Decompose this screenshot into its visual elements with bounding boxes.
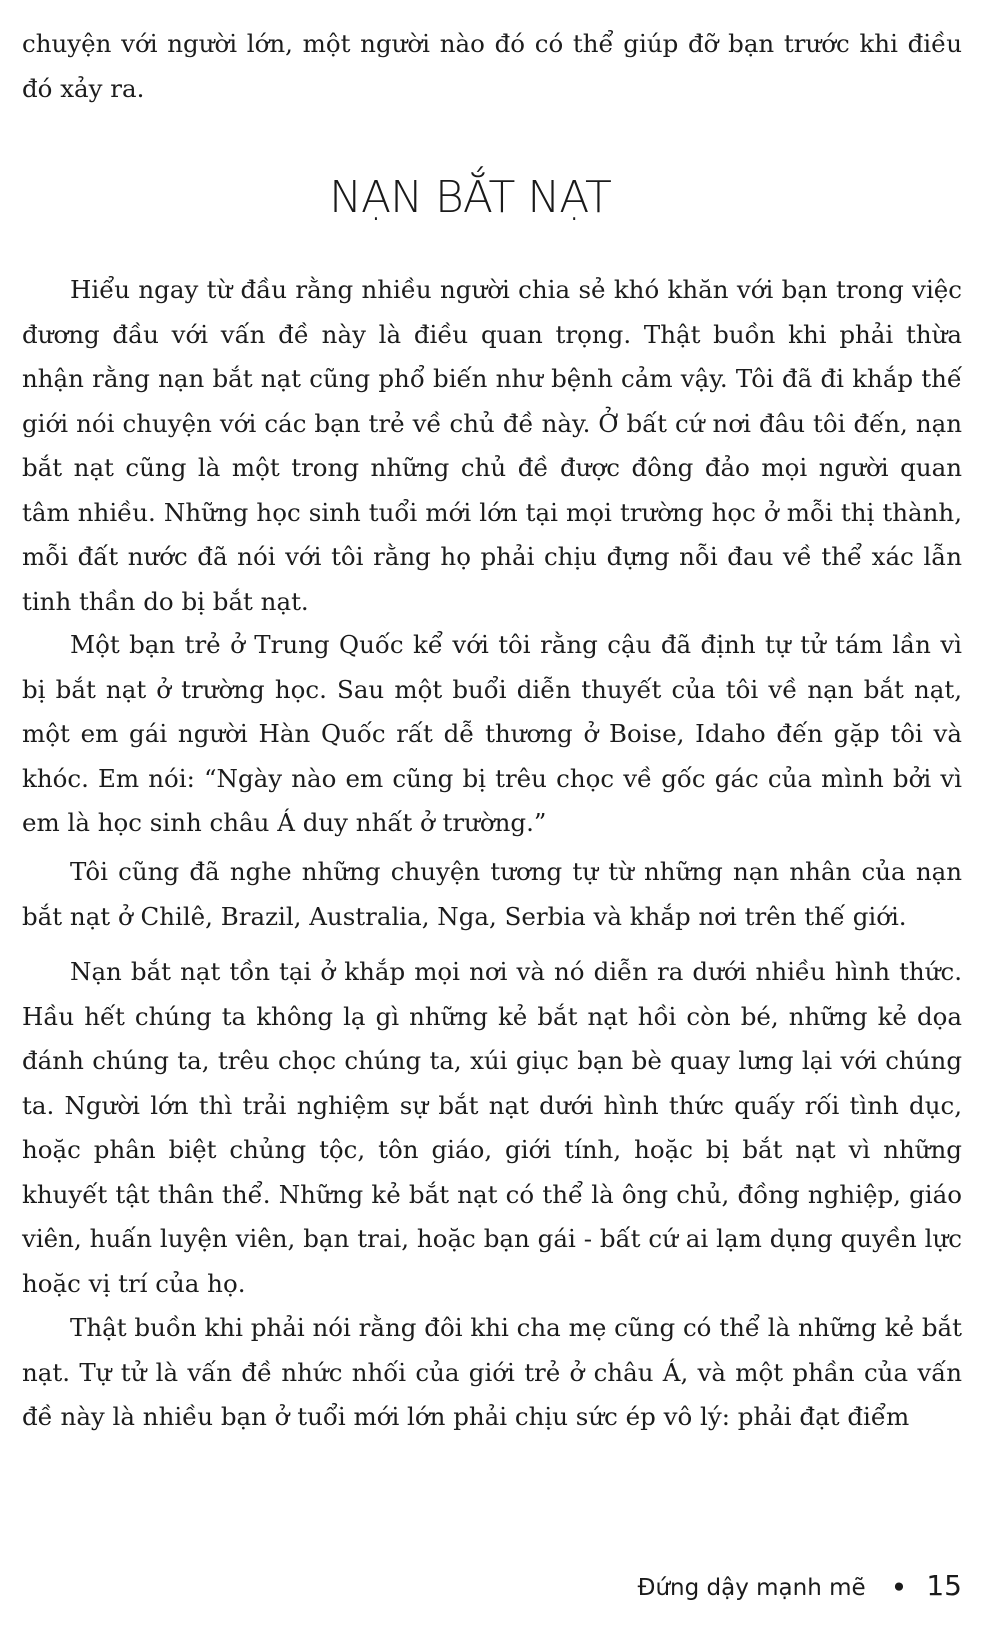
paragraph-4: Nạn bắt nạt tồn tại ở khắp mọi nơi và nó diễn ra dưới nhiều hình thức. Hầu hết chúng ta không lạ gì những kẻ bắt nạt hồi còn bé, những kẻ dọa đánh chúng ta, trêu chọc chúng ta, xúi giục bạn bè quay lưng lại với chúng ta. Người lớn thì trải nghiệm sự bắt nạt dưới hình thức quấy rối tình dục, hoặc phân biệt chủng tộc, tôn giáo, giới tính, hoặc bị bắt nạt vì những khuyết tật thân thể. Những kẻ bắt nạt có thể là ông chủ, đồng nghiệp, giáo viên, huấn luyện viên, bạn trai, hoặc bạn gái - bất cứ ai lạm dụng quyền lực hoặc vị trí của họ. (22, 957, 962, 1298)
footer-separator: • (891, 1575, 907, 1601)
paragraph-5: Thật buồn khi phải nói rằng đôi khi cha mẹ cũng có thể là những kẻ bắt nạt. Tự tử là vấn đề nhức nhối của giới trẻ ở châu Á, và một phần của vấn đề này là nhiều bạn ở tuổi mới lớn phải chịu sức ép vô lý: phải đạt điểm (22, 1313, 962, 1431)
paragraph-2: Một bạn trẻ ở Trung Quốc kể với tôi rằng cậu đã định tự tử tám lần vì bị bắt nạt ở trường học. Sau một buổi diễn thuyết của tôi về nạn bắt nạt, một em gái người Hàn Quốc rất dễ thương ở Boise, Idaho đến gặp tôi và khóc. Em nói: “Ngày nào em cũng bị trêu chọc về gốc gác của mình bởi vì em là học sinh châu Á duy nhất ở trường.” (22, 630, 962, 837)
paragraph-3: Tôi cũng đã nghe những chuyện tương tự từ những nạn nhân của nạn bắt nạt ở Chilê, Brazil, Australia, Nga, Serbia và khắp nơi trên thế giới. (22, 857, 962, 931)
intro-continuation-paragraph: chuyện với người lớn, một người nào đó có thể giúp đỡ bạn trước khi điều đó xảy ra. (22, 29, 962, 103)
running-book-title: Đứng dậy mạnh mẽ (637, 1575, 866, 1601)
page-footer (638, 1566, 962, 1608)
page-number: 15 (926, 1569, 962, 1602)
paragraph-1: Hiểu ngay từ đầu rằng nhiều người chia sẻ khó khăn với bạn trong việc đương đầu với vấn đề này là điều quan trọng. Thật buồn khi phải thừa nhận rằng nạn bắt nạt cũng phổ biến như bệnh cảm vậy. Tôi đã đi khắp thế giới nói chuyện với các bạn trẻ về chủ đề này. Ở bất cứ nơi đâu tôi đến, nạn bắt nạt cũng là một trong những chủ đề được đông đảo mọi người quan tâm nhiều. Những học sinh tuổi mới lớn tại mọi trường học ở mỗi thị thành, mỗi đất nước đã nói với tôi rằng họ phải chịu đựng nỗi đau về thể xác lẫn tinh thần do bị bắt nạt. (22, 275, 962, 616)
section-title: NẠN BẮT NẠT (329, 172, 611, 223)
